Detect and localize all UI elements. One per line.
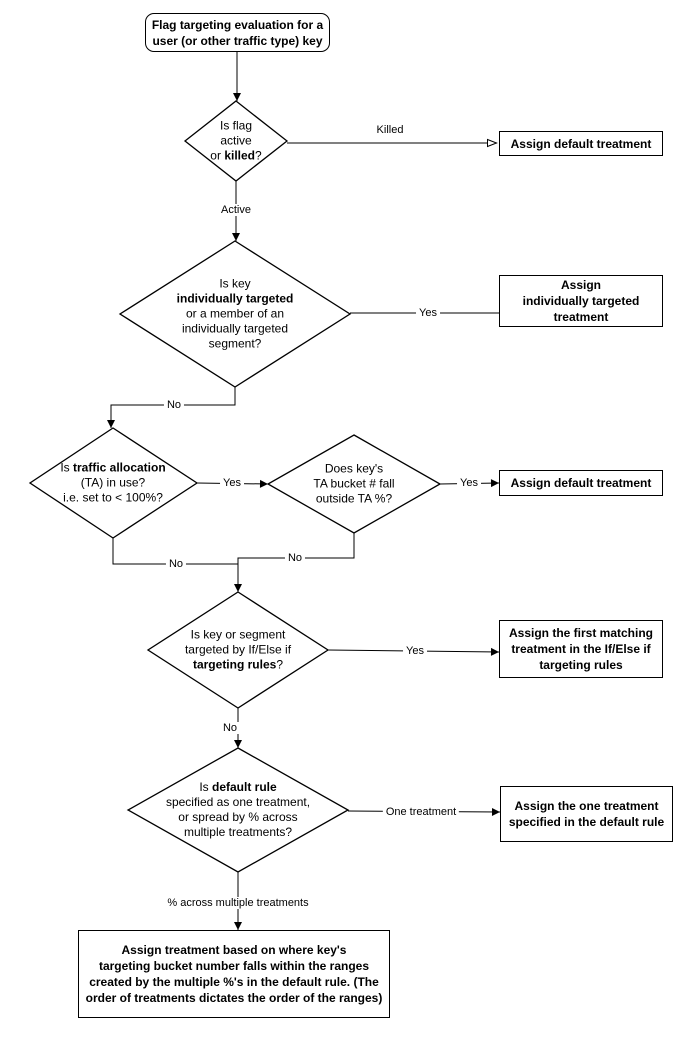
edge-label-one-treatment: One treatment: [383, 806, 459, 818]
edge-label-pct-across: % across multiple treatments: [164, 897, 311, 909]
decision-line: [177, 307, 294, 322]
edge-label-killed: Killed: [374, 124, 407, 136]
outcome-line: Assign default treatment: [510, 476, 652, 490]
edge-label-no-ta: No: [166, 558, 186, 570]
start-line: Flag targeting evaluation for a: [151, 17, 324, 32]
outcome-text: [511, 475, 652, 491]
decision-targeting-rules-text: [185, 628, 291, 673]
text-segment: or spread by % across: [178, 810, 298, 824]
outcome-text: [86, 942, 383, 1006]
outcome-line: Assign treatment based on where key's: [121, 943, 347, 957]
outcome-default-treatment-killed: [499, 131, 663, 156]
edge-label-yes-individual: Yes: [416, 307, 440, 319]
decision-line: [313, 477, 394, 492]
outcome-line: treatment: [553, 310, 609, 324]
outcome-default-treatment-ta: [499, 470, 663, 496]
edge-label-yes-outside: Yes: [457, 477, 481, 489]
outcome-text: [511, 136, 652, 152]
decision-line: [210, 149, 261, 164]
decision-line: [313, 492, 394, 507]
decision-line: [177, 277, 294, 292]
text-segment: i.e. set to < 100%?: [63, 490, 163, 505]
text-segment: Is flag: [219, 118, 253, 133]
outcome-line: created by the multiple %'s in the default rule. (The: [89, 975, 379, 989]
outcome-text: [509, 798, 664, 830]
outcome-individually-targeted-treatment: [499, 275, 663, 327]
text-segment: specified as one treatment,: [165, 795, 311, 809]
outcome-first-matching-treatment: [499, 620, 663, 678]
text-segment: outside TA %?: [315, 491, 393, 506]
decision-line: [185, 658, 291, 673]
decision-line: [210, 134, 261, 149]
edge-label-no-outside: No: [285, 552, 305, 564]
text-segment: ?: [255, 148, 262, 163]
outcome-treatment-by-bucket-ranges: [78, 930, 390, 1018]
text-segment-bold: targeting rules: [192, 657, 277, 672]
edge-label-no-individual: No: [164, 399, 184, 411]
outcome-line: targeting rules: [539, 658, 623, 672]
decision-line: [177, 337, 294, 352]
text-segment: individually targeted: [181, 321, 289, 336]
outcome-line: Assign the one treatment: [514, 799, 659, 813]
text-segment: active: [220, 133, 252, 148]
outcome-line: order of treatments dictates the order of the ranges): [85, 991, 383, 1005]
start-node: [145, 13, 330, 52]
decision-line: [210, 119, 261, 134]
start-node-text: [152, 17, 323, 49]
text-segment: Is key: [219, 276, 251, 291]
text-segment: Is key or segment: [190, 627, 286, 642]
decision-line: [60, 476, 165, 491]
decision-line: [166, 810, 310, 825]
outcome-line: treatment in the If/Else if: [511, 642, 651, 656]
decision-traffic-allocation-text: [60, 461, 165, 506]
decision-line: [185, 643, 291, 658]
outcome-text: [523, 277, 640, 325]
outcome-line: targeting bucket number falls within the ranges: [98, 959, 370, 973]
decision-flag-active-text: [210, 119, 261, 164]
text-segment: or a member of an: [185, 306, 285, 321]
decision-line: [177, 322, 294, 337]
outcome-text: [509, 625, 653, 673]
text-segment-bold: individually targeted: [176, 291, 294, 306]
outcome-line: specified in the default rule: [508, 815, 665, 829]
outcome-line: Assign: [560, 278, 601, 292]
text-segment: Does key's: [324, 461, 384, 476]
text-segment: TA bucket # fall: [313, 476, 395, 491]
start-line: user (or other traffic type) key: [152, 33, 323, 48]
text-segment-bold: traffic allocation: [72, 460, 166, 475]
decision-default-rule-text: [166, 780, 310, 840]
outcome-line: individually targeted: [522, 294, 640, 308]
text-segment-bold: killed: [224, 148, 256, 163]
edge-label-active: Active: [218, 204, 254, 216]
text-segment: segment?: [208, 336, 262, 351]
outcome-line: Assign the first matching: [508, 626, 654, 640]
text-segment: targeted by If/Else if: [184, 642, 292, 657]
text-segment-bold: default rule: [211, 780, 277, 794]
edge-label-yes-ta: Yes: [220, 477, 244, 489]
text-segment: (TA) in use?: [80, 475, 146, 490]
decision-line: [60, 491, 165, 506]
decision-line: [185, 628, 291, 643]
decision-individually-targeted-text: [177, 277, 294, 352]
decision-line: [60, 461, 165, 476]
decision-line: [166, 780, 310, 795]
edge-label-yes-rules: Yes: [403, 645, 427, 657]
outcome-one-treatment-default-rule: [500, 786, 673, 842]
edge-label-no-rules: No: [220, 722, 240, 734]
decision-line: [166, 825, 310, 840]
decision-line: [313, 462, 394, 477]
text-segment: or: [210, 148, 225, 163]
text-segment: Is: [199, 780, 212, 794]
text-segment: ?: [276, 657, 284, 672]
decision-ta-bucket-text: [313, 462, 394, 507]
decision-line: [177, 292, 294, 307]
text-segment: multiple treatments?: [183, 825, 293, 839]
outcome-line: Assign default treatment: [510, 136, 652, 151]
decision-line: [166, 795, 310, 810]
text-segment: Is: [60, 460, 73, 475]
